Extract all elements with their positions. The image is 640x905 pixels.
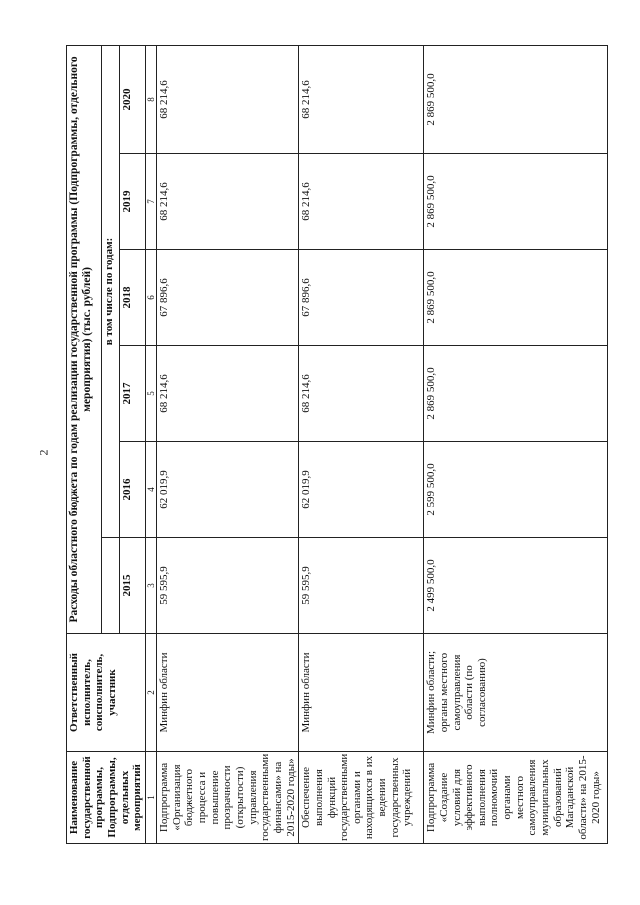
table-row — [299, 45, 424, 843]
row-value: 67 896,6 — [157, 250, 299, 346]
index-cell: 7 — [145, 154, 156, 250]
row-value: 68 214,6 — [299, 154, 424, 250]
header-year: 2018 — [119, 250, 145, 346]
row-value: 2 499 500,0 — [424, 538, 608, 634]
header-expenses: Расходы областного бюджета по годам реализации государственной программы (Подпрограммы, отдельного мероприятия) (тыс. рублей) — [67, 45, 102, 633]
header-year: 2016 — [119, 442, 145, 538]
row-value: 2 869 500,0 — [424, 250, 608, 346]
row-value: 68 214,6 — [157, 154, 299, 250]
page-number: 2 — [36, 449, 51, 456]
row-value: 59 595,9 — [157, 538, 299, 634]
row-value: 62 019,9 — [299, 442, 424, 538]
header-executor: Ответственный исполнитель, соисполнитель, участник — [67, 634, 146, 752]
row-value: 67 896,6 — [299, 250, 424, 346]
row-value: 62 019,9 — [157, 442, 299, 538]
header-year: 2020 — [119, 45, 145, 153]
table-row — [424, 45, 608, 843]
header-row-1 — [67, 45, 102, 843]
row-value: 2 599 500,0 — [424, 442, 608, 538]
row-value: 68 214,6 — [299, 346, 424, 442]
row-value: 59 595,9 — [299, 538, 424, 634]
table-row — [157, 45, 299, 843]
row-value: 2 869 500,0 — [424, 346, 608, 442]
index-cell: 1 — [145, 752, 156, 844]
index-cell: 2 — [145, 634, 156, 752]
index-cell: 4 — [145, 442, 156, 538]
index-cell: 5 — [145, 346, 156, 442]
row-executor: Минфин области — [299, 634, 424, 752]
header-spacer — [101, 538, 119, 634]
rotated-table-container — [66, 46, 608, 844]
row-value: 2 869 500,0 — [424, 45, 608, 153]
row-value: 2 869 500,0 — [424, 154, 608, 250]
expenses-table — [66, 45, 608, 844]
index-row — [145, 45, 156, 843]
row-name: Подпрограмма «Создание условий для эффективного выполнения полномочий органами местного самоуправления муниципальных образований Магаданской области» на 2015-2020 годы» — [424, 752, 608, 844]
header-name: Наименование государственной программы, Подпрограммы, отдельных мероприятий — [67, 752, 146, 844]
index-cell: 6 — [145, 250, 156, 346]
header-year: 2015 — [119, 538, 145, 634]
row-name: Подпрограмма «Организация бюджетного процесса и повышение прозрачности (открытости) управления государственными финансами» на 2015-2020 годы» — [157, 752, 299, 844]
header-year: 2017 — [119, 346, 145, 442]
index-cell: 3 — [145, 538, 156, 634]
row-value: 68 214,6 — [157, 346, 299, 442]
rotated-page — [66, 46, 608, 844]
row-executor: Минфин области; органы местного самоуправления области (по согласованию) — [424, 634, 608, 752]
header-including-years: в том числе по годам: — [101, 45, 119, 537]
header-year: 2019 — [119, 154, 145, 250]
row-name: Обеспечение выполнения функций государственными органами и находящихся в их ведении государственных учреждений — [299, 752, 424, 844]
index-cell: 8 — [145, 45, 156, 153]
row-value: 68 214,6 — [299, 45, 424, 153]
row-value: 68 214,6 — [157, 45, 299, 153]
row-executor: Минфин области — [157, 634, 299, 752]
